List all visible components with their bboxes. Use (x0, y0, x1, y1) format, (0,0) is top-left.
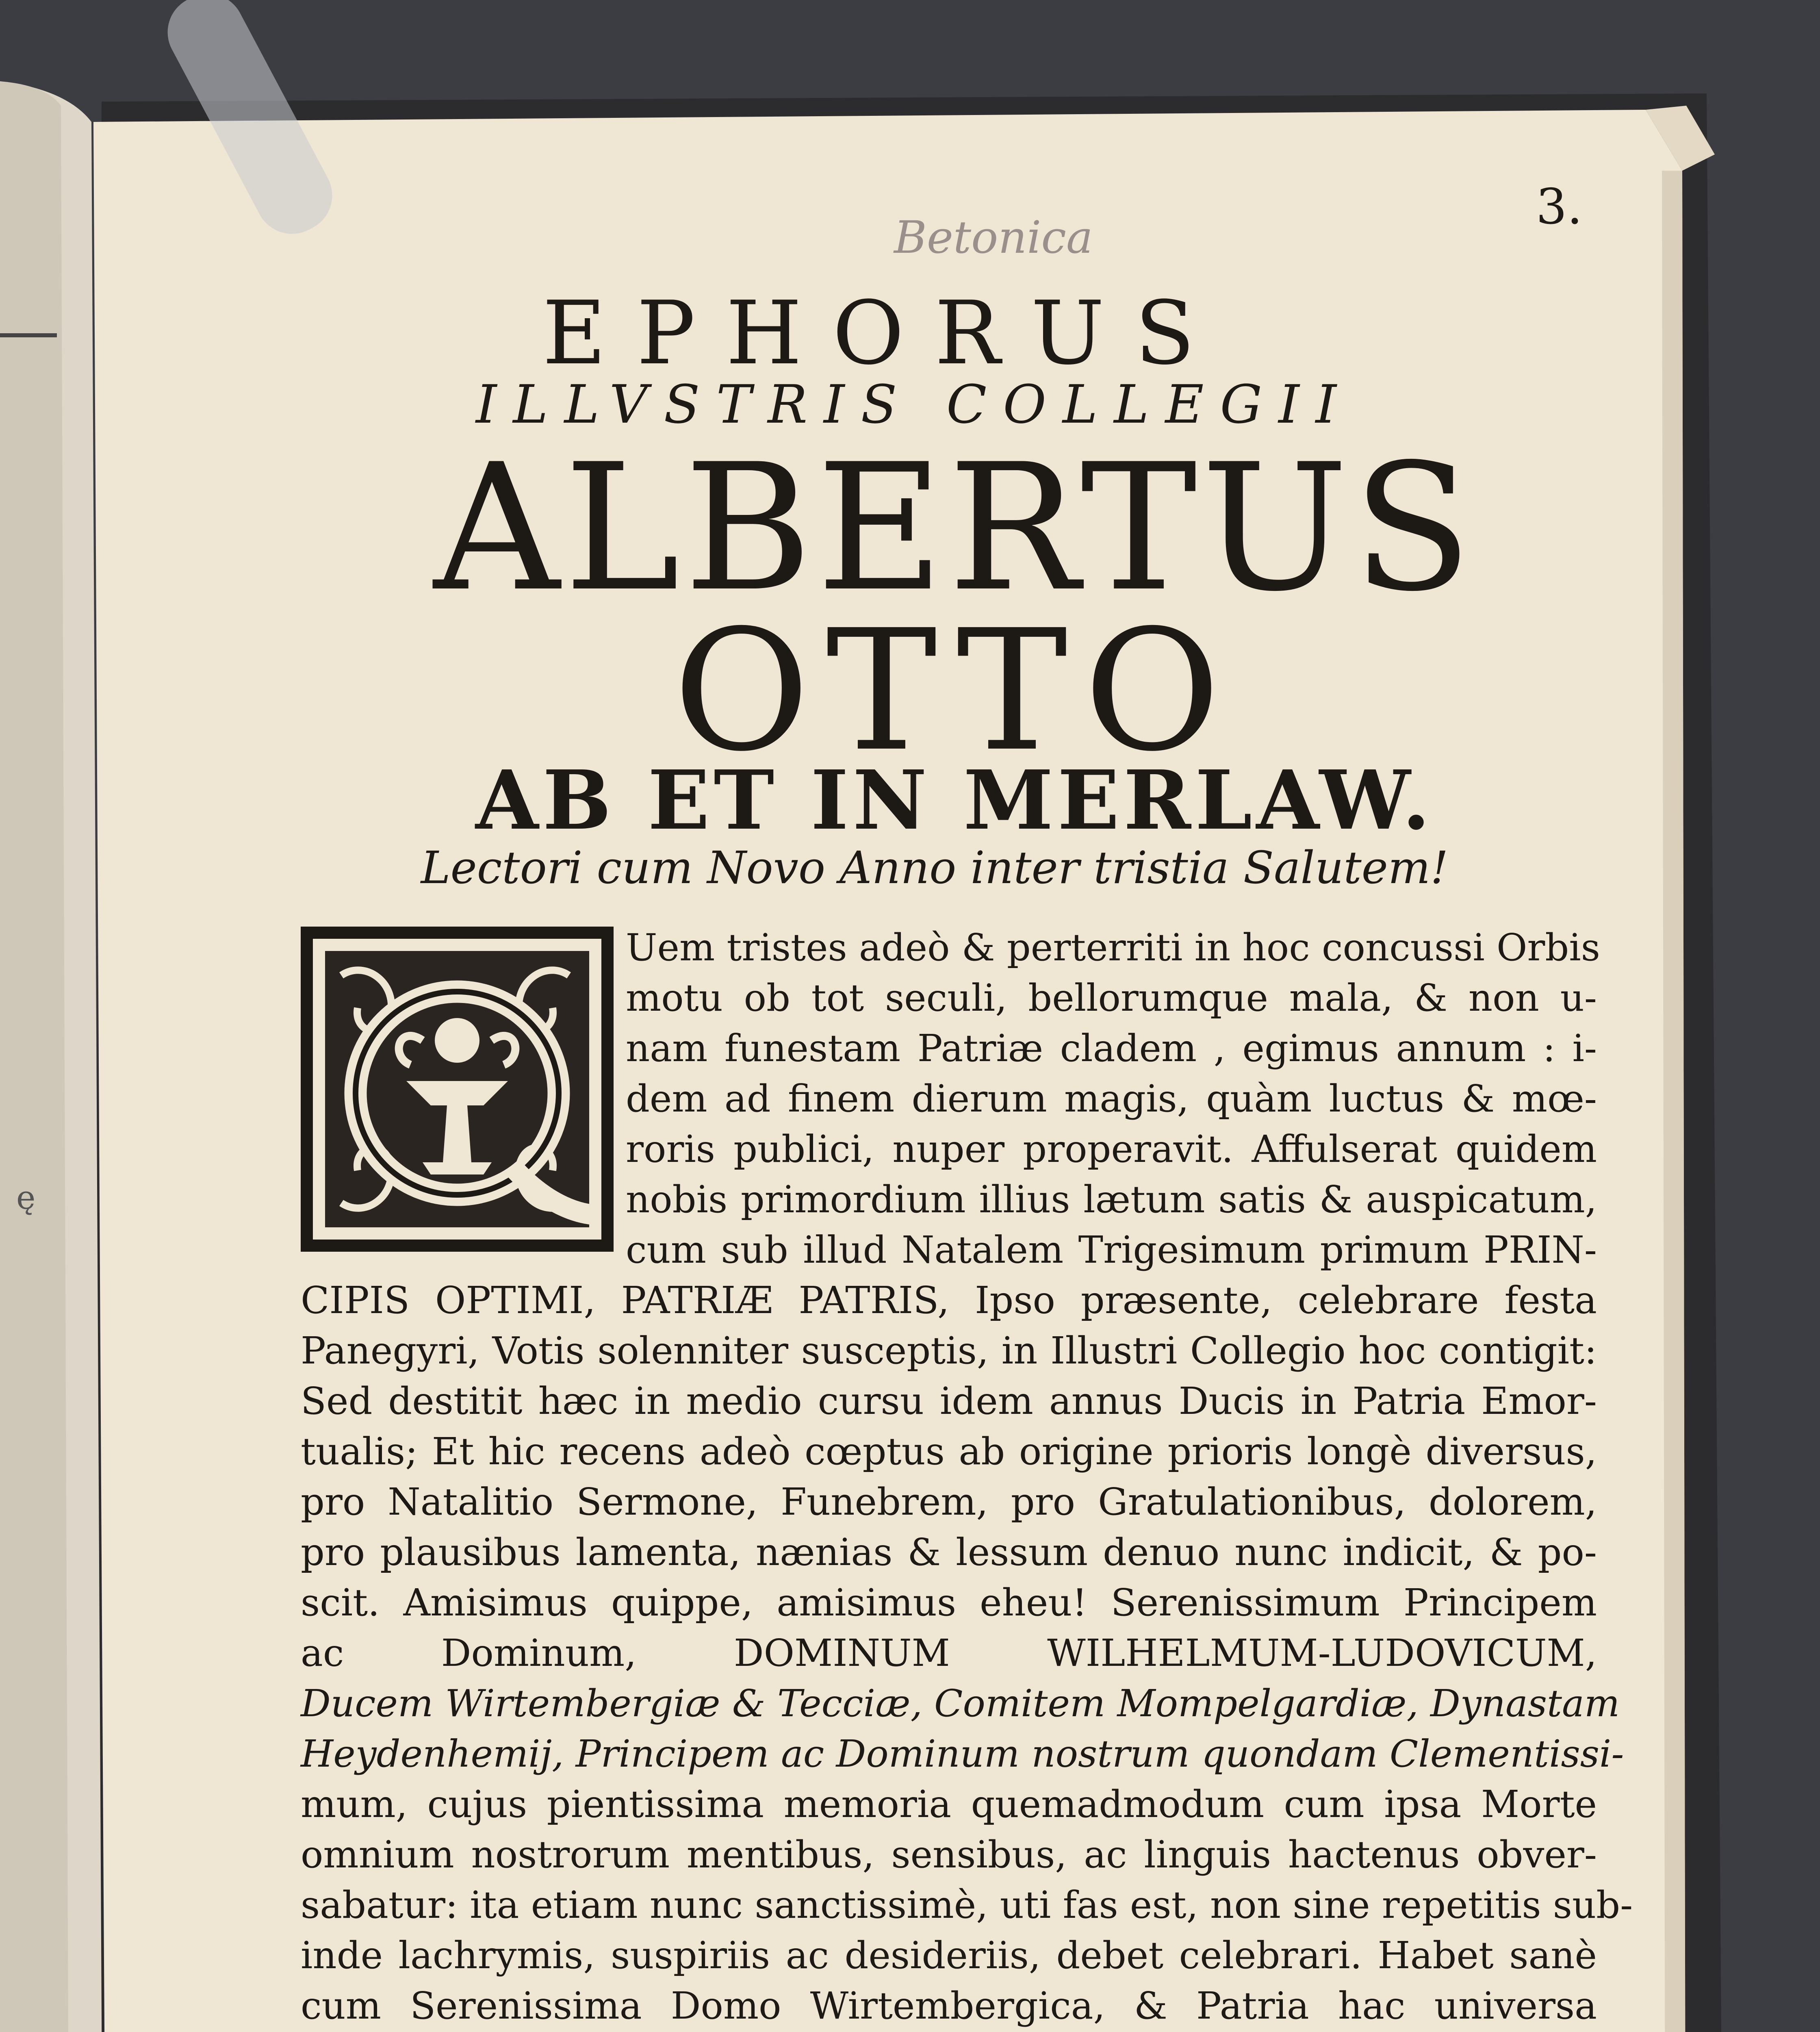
body-line: Heydenhemij, Principem ac Dominum nostrum quondam Clementissi- (301, 1732, 1624, 1776)
body-line: Uem tristes adeò & perterriti in hoc concussi Orbis (626, 926, 1600, 969)
left-page-mark: ę (16, 1179, 36, 1216)
body-line: Panegyri, Votis solenniter susceptis, in Illustri Collegio hoc contigit: (301, 1329, 1597, 1372)
heading-ephorus: EPHORUS (542, 282, 1226, 384)
body-line: sabatur: ita etiam nunc sanctissimè, uti fas est, non sine repetitis sub- (301, 1883, 1633, 1927)
body-line: roris publici, nuper properavit. Affulserat quidem (626, 1127, 1597, 1171)
heading-merlaw: AB ET IN MERLAW. (475, 753, 1434, 848)
body-line: omnium nostrorum mentibus, sensibus, ac linguis hactenus obver- (301, 1833, 1597, 1876)
body-line: inde lachrymis, suspiriis ac desideriis, debet celebrari. Habet sanè (301, 1934, 1597, 1977)
body-line: pro plausibus lamenta, nænias & lessum denuo nunc indicit, & po- (301, 1531, 1597, 1574)
body-line: nobis primordium illius lætum satis & auspicatum, (626, 1178, 1597, 1221)
page-edge (1662, 171, 1686, 2032)
body-line: motu ob tot seculi, bellorumque mala, & non u- (626, 976, 1597, 1020)
body-line: pro Natalitio Sermone, Funebrem, pro Gratulationibus, dolorem, (301, 1480, 1597, 1524)
ornamental-initial-q (301, 927, 614, 1252)
left-page-shadow (0, 81, 71, 2032)
folio-number: 3. (1536, 179, 1583, 235)
body-line: CIPIS OPTIMI, PATRIÆ PATRIS, Ipso præsente, celebrare festa (301, 1279, 1597, 1322)
pencil-note-top: Betonica (894, 211, 1093, 263)
heading-albertus: ALBERTUS (434, 427, 1476, 630)
body-line: cum sub illud Natalem Trigesimum primum PRIN- (626, 1228, 1597, 1272)
body-line: Ducem Wirtembergiæ & Tecciæ, Comitem Mompelgardiæ, Dynastam (301, 1682, 1620, 1725)
body-line: ac Dominum, DOMINUM WILHELMUM-LUDOVICUM, (301, 1631, 1597, 1675)
body-line: nam funestam Patriæ cladem , egimus annum : i- (626, 1027, 1597, 1070)
body-line: Sed destitit hæc in medio cursu idem annus Ducis in Patria Emor- (301, 1379, 1597, 1423)
heading-illustris-collegii: ILLVSTRIS COLLEGII (476, 373, 1353, 435)
salutation: Lectori cum Novo Anno inter tristia Salutem! (421, 842, 1449, 894)
body-line: cum Serenissima Domo Wirtembergica, & Patria hac universa (301, 1984, 1597, 2028)
left-page-rule (0, 333, 57, 337)
body-line: scit. Amisimus quippe, amisimus eheu! Serenissimum Principem (301, 1581, 1597, 1624)
body-line: tualis; Et hic recens adeò cœptus ab origine prioris longè diversus, (301, 1430, 1597, 1473)
body-line: dem ad finem dierum magis, quàm luctus & mœ- (626, 1077, 1597, 1120)
body-line: mum, cujus pientissima memoria quemadmodum cum ipsa Morte (301, 1782, 1597, 1826)
heading-otto: OTTO (673, 594, 1237, 788)
